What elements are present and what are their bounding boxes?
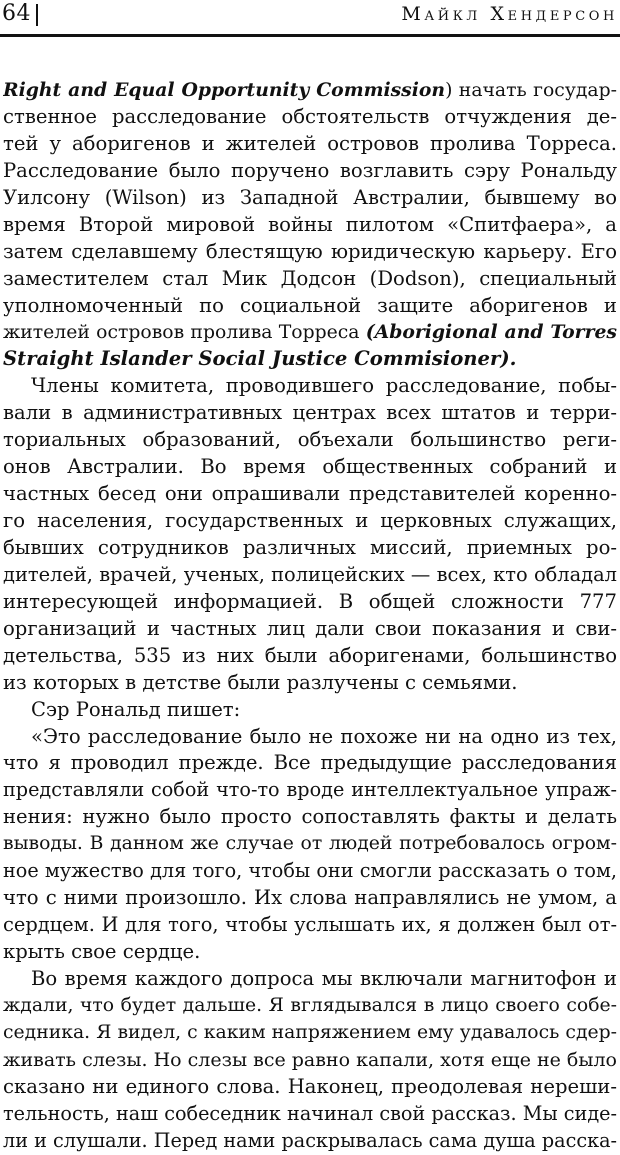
text-line xyxy=(3,1101,617,1128)
text-line xyxy=(3,643,617,670)
text-segment: уполномоченный по социальной защите аборигенов и xyxy=(3,293,617,317)
text-line xyxy=(3,319,617,346)
text-segment: ное мужество для того, чтобы они смогли рассказать о том, xyxy=(3,859,617,883)
running-title: Майкл Хендерсон xyxy=(401,3,618,25)
text-segment: ториальных образований, объехали большинство реги- xyxy=(3,428,617,452)
text-segment: Сэр Рональд пишет: xyxy=(31,697,241,721)
text-line xyxy=(3,1020,617,1047)
text-line xyxy=(3,131,617,158)
text-line xyxy=(3,1047,617,1074)
text-segment: тей у аборигенов и жителей островов пролива Торреса. xyxy=(3,131,617,155)
text-line xyxy=(3,535,617,562)
text-line xyxy=(3,670,617,697)
text-segment: частных бесед они опрашивали представителей коренно- xyxy=(3,482,617,506)
text-segment: Во время каждого допроса мы включали магнитофон и xyxy=(31,966,617,990)
text-line xyxy=(3,212,617,239)
page-header xyxy=(0,0,620,40)
text-segment: сказано ни единого слова. Наконец, преодолевая нереши- xyxy=(3,1074,617,1098)
text-segment: онов Австралии. Во время общественных собраний и xyxy=(3,455,617,479)
text-line xyxy=(3,885,617,912)
text-line xyxy=(3,831,617,858)
italic-segment: (Aborigional and Torres xyxy=(365,321,617,344)
text-line xyxy=(3,777,617,804)
text-segment: живать слезы. Но слезы все равно капали, хотя еще не было xyxy=(3,1048,617,1071)
text-line xyxy=(3,454,617,481)
text-segment: седника. Я видел, с каким напряжением ему удавалось сдер- xyxy=(3,1021,617,1043)
text-line xyxy=(3,104,617,131)
text-segment: Члены комитета, проводившего расследование, побы- xyxy=(31,374,617,398)
text-line xyxy=(3,427,617,454)
text-segment: время Второй мировой войны пилотом «Спитфаера», а xyxy=(3,212,617,236)
text-segment: бывших сотрудников различных миссий, приемных ро- xyxy=(3,535,617,559)
text-line xyxy=(3,508,617,535)
text-segment: ) начать государ- xyxy=(445,80,617,101)
body-text xyxy=(3,77,617,1155)
text-line xyxy=(3,616,617,643)
text-line xyxy=(3,239,617,266)
text-line xyxy=(3,373,617,400)
text-segment: что с ними произошло. Их слова направлялись не умом, а xyxy=(3,886,617,910)
text-segment: Уилсону (Wilson) из Западной Австралии, бывшему во xyxy=(3,185,617,209)
page-number: 64 xyxy=(2,1,31,26)
text-line xyxy=(3,562,617,589)
text-line xyxy=(3,966,617,993)
text-segment: что я проводил прежде. Все предыдущие расследования xyxy=(3,751,617,775)
text-segment: дителей, врачей, ученых, полицейских — всех, кто обладал xyxy=(3,562,617,586)
text-line xyxy=(3,185,617,212)
text-segment: сердцем. И для того, чтобы услышать их, я должен был от- xyxy=(3,913,617,937)
text-line xyxy=(3,912,617,939)
text-line xyxy=(3,1074,617,1101)
text-segment: крыть свое сердце. xyxy=(3,940,201,963)
text-line xyxy=(3,266,617,293)
header-separator xyxy=(36,4,38,26)
text-line xyxy=(3,804,617,831)
text-segment: интересующей информацией. В общей сложности 777 xyxy=(3,589,617,613)
text-line xyxy=(3,939,617,966)
text-segment: тельность, наш собеседник начинал свой рассказ. Мы сиде- xyxy=(3,1101,617,1125)
text-segment: вали в административных центрах всех штатов и терри- xyxy=(3,401,617,425)
text-segment: из которых в детстве были разлучены с семьями. xyxy=(3,670,518,694)
text-line xyxy=(3,293,617,320)
text-line xyxy=(3,697,617,724)
text-segment: затем сделавшему блестящую юридическую карьеру. Его xyxy=(3,239,617,263)
text-segment: организаций и частных лиц дали свои показания и сви- xyxy=(3,616,617,640)
text-segment: выводы. В данном же случае от людей потребовалось огром- xyxy=(3,833,617,855)
text-line xyxy=(3,77,617,104)
text-segment: заместителем стал Мик Додсон (Dodson), специальный xyxy=(3,266,617,290)
text-line xyxy=(3,750,617,777)
text-segment: Расследование было поручено возглавить сэру Рональду xyxy=(3,158,617,182)
text-line xyxy=(3,589,617,616)
text-line xyxy=(3,724,617,751)
text-line xyxy=(3,158,617,185)
text-segment: ственное расследование обстоятельств отчуждения де- xyxy=(3,104,617,128)
text-line xyxy=(3,858,617,885)
text-segment: представляли собой что-то вроде интеллектуальное упраж- xyxy=(3,778,617,802)
text-segment: жителей островов пролива Торреса xyxy=(3,322,366,344)
text-segment: «Это расследование было не похоже ни на одно из тех, xyxy=(31,724,617,748)
text-segment: детельства, 535 из них были аборигенами, большинство xyxy=(3,643,617,667)
text-segment: ждали, что будет дальше. Я вглядывался в лицо своего собе- xyxy=(3,994,617,1016)
text-segment: ли и слушали. Перед нами раскрывалась сама душа расска- xyxy=(3,1128,617,1152)
text-line xyxy=(3,400,617,427)
text-line xyxy=(3,481,617,508)
text-line xyxy=(3,346,617,373)
italic-segment: Right and Equal Opportunity Commission xyxy=(3,79,446,101)
text-line xyxy=(3,993,617,1020)
text-segment: го населения, государственных и церковных служащих, xyxy=(3,509,617,532)
text-line xyxy=(3,1128,617,1155)
text-segment: нения: нужно было просто сопоставлять факты и делать xyxy=(3,805,617,829)
italic-segment: Straight Islander Social Justice Commisioner). xyxy=(3,347,517,371)
header-rule xyxy=(0,34,620,37)
